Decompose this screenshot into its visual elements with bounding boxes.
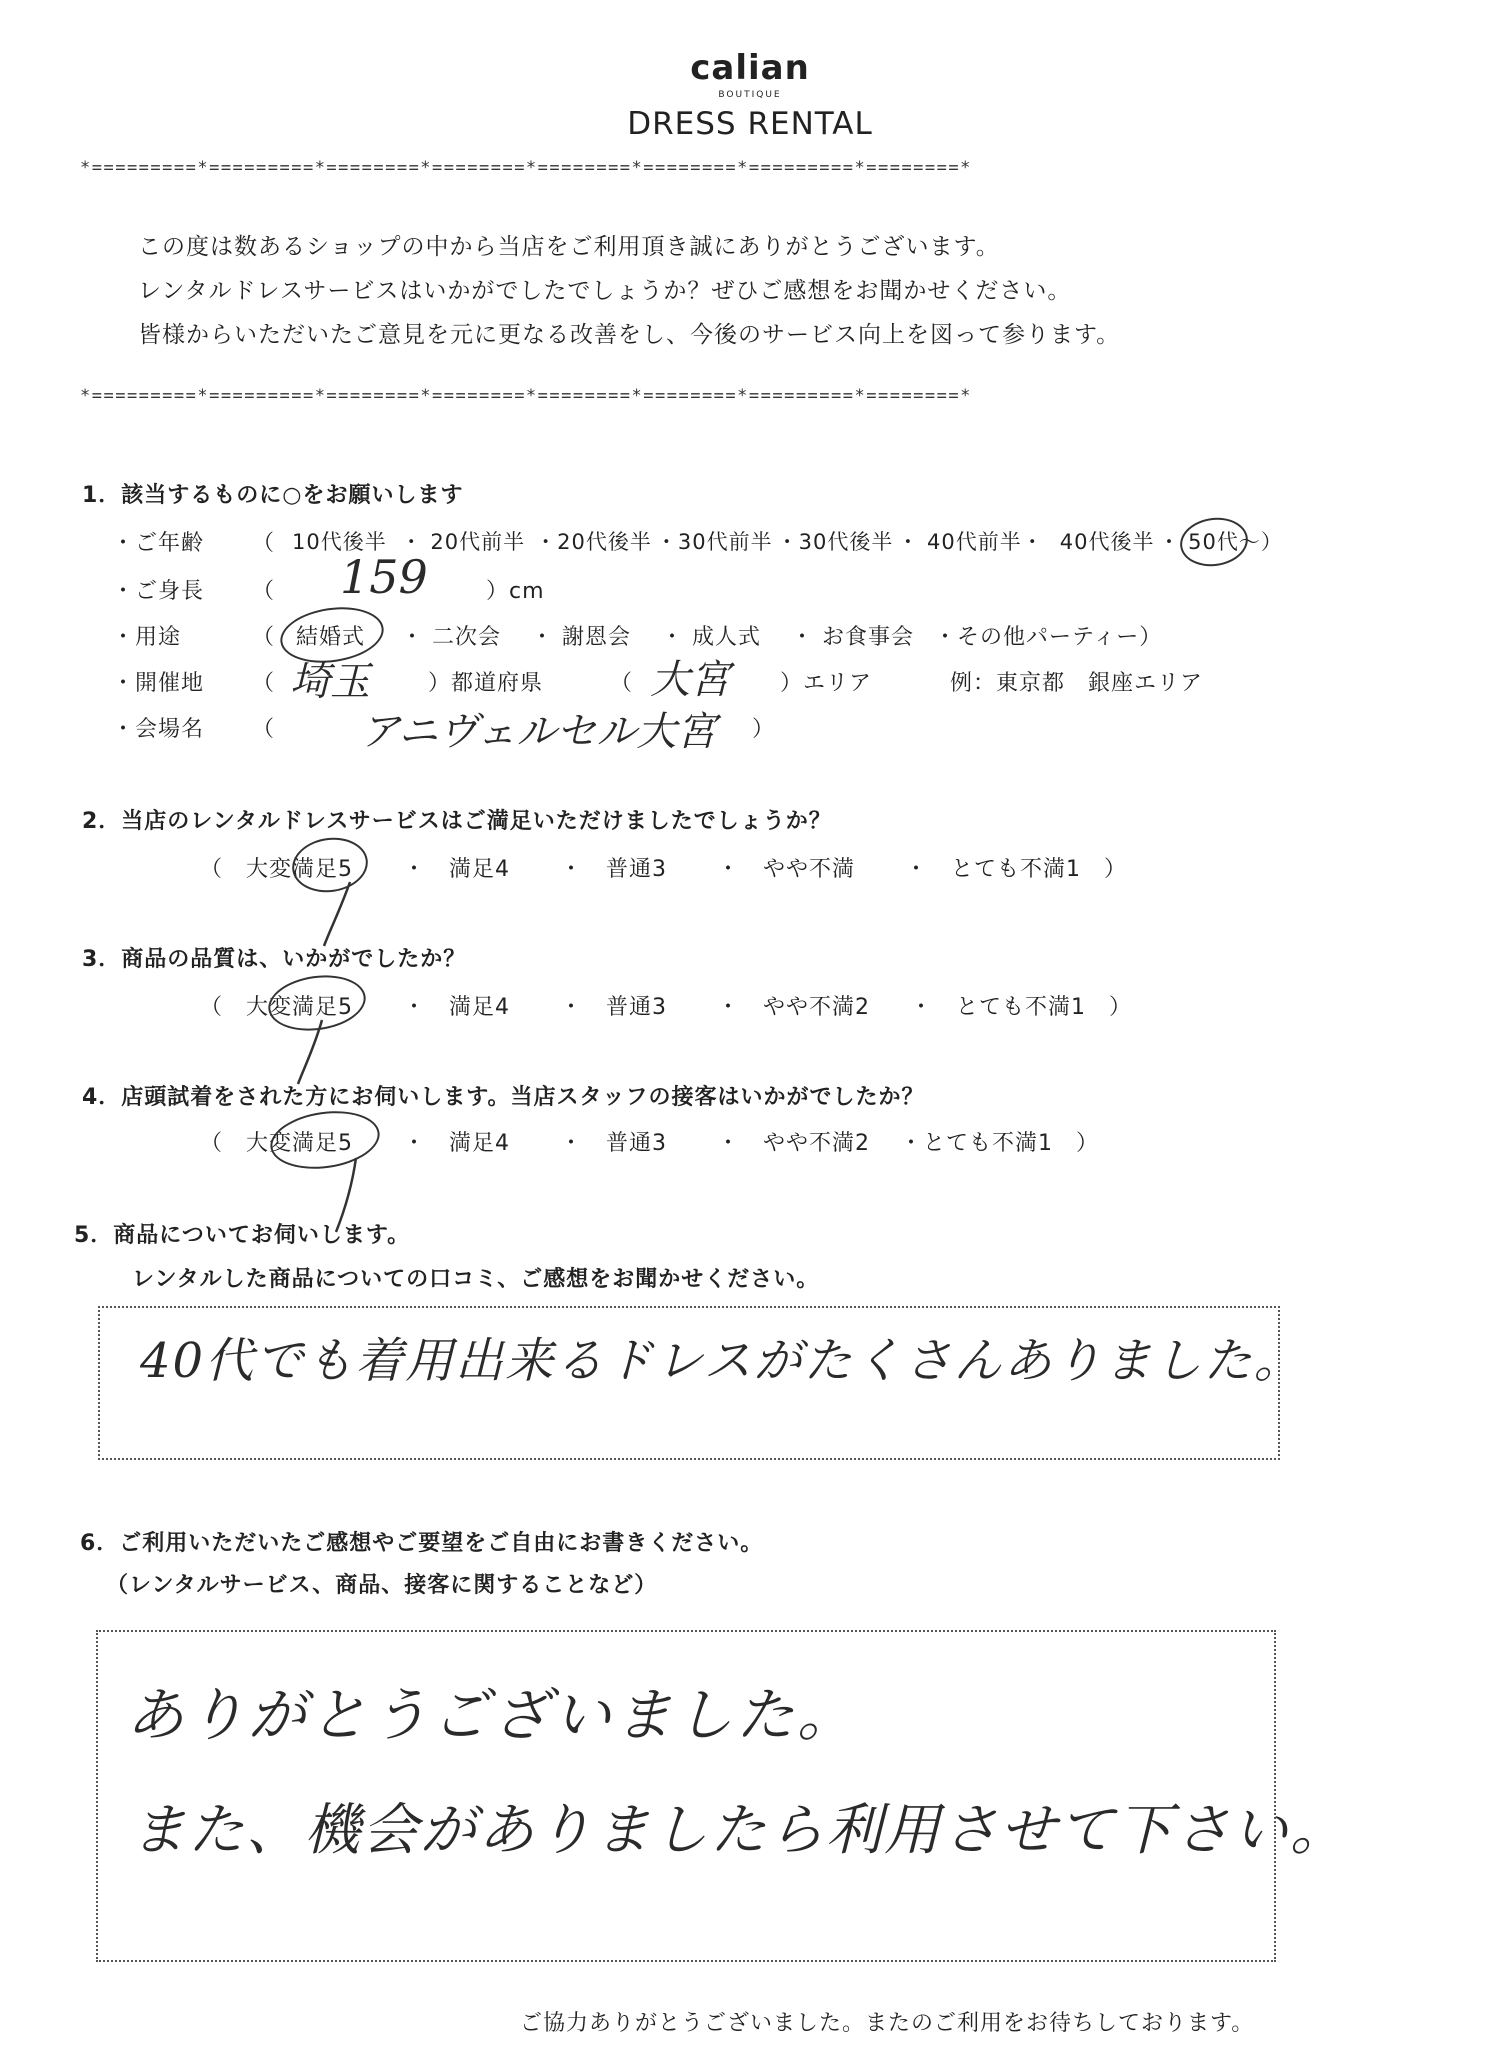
venue-value: アニヴェルセル大宮 [360,709,717,755]
age-options [292,526,1317,556]
location-open: （ [252,671,276,696]
q3-option: ・ やや不満2 [717,995,870,1020]
q4-option: ・ やや不満2 [717,1131,870,1156]
q6-subtitle: （レンタルサービス、商品、接客に関することなど） [106,1573,658,1598]
age-option: ・30代前半 [655,530,773,554]
venue-close: ） [752,717,776,742]
age-option: 10代後半 [292,530,387,554]
q4-option: ・ 普通3 [560,1131,667,1156]
q3-selection-tail [292,1018,332,1088]
q3-title: 3．商品の品質は、いかがでしたか？ [82,947,467,972]
q5-title: 5．商品についてお伺いします。 [74,1223,411,1248]
q2-option-selected: （ 大変満足5 [200,857,353,882]
q6-answer-line-2: また、機会がありましたら利用させて下さい。 [130,1798,1348,1863]
q4-option: ・とても不満1 ） [900,1131,1099,1156]
purpose-option-selected: 結婚式 [296,625,366,650]
q2-option: ・ 満足4 [403,857,510,882]
age-option: ・20代後半 [535,530,652,554]
venue-label: ・会場名 [112,717,205,742]
top-divider: *=========*=========*========*========*========*========*=========*========* [80,158,972,178]
q5-answer: 40代でも着用出来るドレスがたくさんありました。 [140,1333,1304,1389]
location-area-open: （ [610,671,634,696]
q3-option: ・ とても不満1 ） [910,995,1132,1020]
q2-title: 2．当店のレンタルドレスサービスはご満足いただけましたでしょうか？ [82,809,832,834]
location-example: 例：東京都 銀座エリア [950,671,1204,696]
q3-option: ・ 満足4 [403,995,510,1020]
q6-answer-line-1: ありがとうございました。 [126,1681,859,1749]
brand-sub: BOUTIQUE [718,90,782,100]
age-option-selected: 40代後半 [1059,530,1155,554]
q3-option-selected: （ 大変満足5 [200,995,353,1020]
q4-option-selected: （ 大変満足5 [200,1131,353,1156]
purpose-label: ・用途 [112,625,182,650]
q2-selection-tail [320,880,360,950]
q3-option: ・ 普通3 [560,995,667,1020]
intro-line-2: レンタルドレスサービスはいかがでしたでしょうか？ぜひご感想をお聞かせください。 [138,278,1072,304]
purpose-option: ・ 謝恩会 [531,625,632,650]
purpose-option: ・ 二次会 [401,625,502,650]
height-value: 159 [340,550,428,604]
page-title: DRESS RENTAL [627,106,873,142]
location-area-suffix: ）エリア [780,671,873,696]
intro-line-3: 皆様からいただいたご意見を元に更なる改善をし、今後のサービス向上を図って参ります。 [138,322,1121,348]
footer-message: ご協力ありがとうございました。またのご利用をお待ちしております。 [520,2011,1255,2036]
location-label: ・開催地 [112,671,205,696]
intro-line-1: この度は数あるショップの中から当店をご利用頂き誠にありがとうございます。 [138,234,1000,260]
q6-title: 6．ご利用いただいたご感想やご要望をご自由にお書きください。 [80,1531,764,1556]
q2-option: ・ 普通3 [560,857,667,882]
brand-name: calian [690,48,810,88]
age-option: ・ 50代～） [1158,530,1283,554]
age-option: ・ 40代前半・ [897,530,1044,554]
q4-option: ・ 満足4 [403,1131,510,1156]
bottom-divider: *=========*=========*========*========*========*========*=========*========* [80,386,972,406]
q1-title: 1．該当するものに○をお願いします [82,483,464,508]
age-label: ・ご年齢 [112,531,205,556]
height-open: （ [252,579,276,604]
q5-subtitle: レンタルした商品についての口コミ、ご感想をお聞かせください。 [132,1267,820,1292]
purpose-option: ・その他パーティー） [934,625,1163,650]
age-option: ・ 20代前半 [400,530,526,554]
purpose-option: ・ お食事会 [791,625,915,650]
age-open: （ [252,531,276,556]
location-prefecture-suffix: ）都道府県 [428,671,544,696]
purpose-open: （ [252,625,276,650]
height-label: ・ご身長 [112,579,205,604]
purpose-option: ・ 成人式 [661,625,762,650]
height-unit: ）cm [486,579,545,604]
age-option: ・30代後半 [776,530,894,554]
age-selection-circle [1177,514,1251,571]
q2-option: ・ とても不満1 ） [905,857,1128,882]
location-area: 大宮 [650,657,730,703]
purpose-options [296,620,1196,651]
location-prefecture: 埼玉 [290,659,370,705]
q2-option: ・ やや不満 [717,857,856,882]
q4-title: 4．店頭試着をされた方にお伺いします。当店スタッフの接客はいかがでしたか？ [82,1085,925,1110]
venue-open: （ [252,717,276,742]
